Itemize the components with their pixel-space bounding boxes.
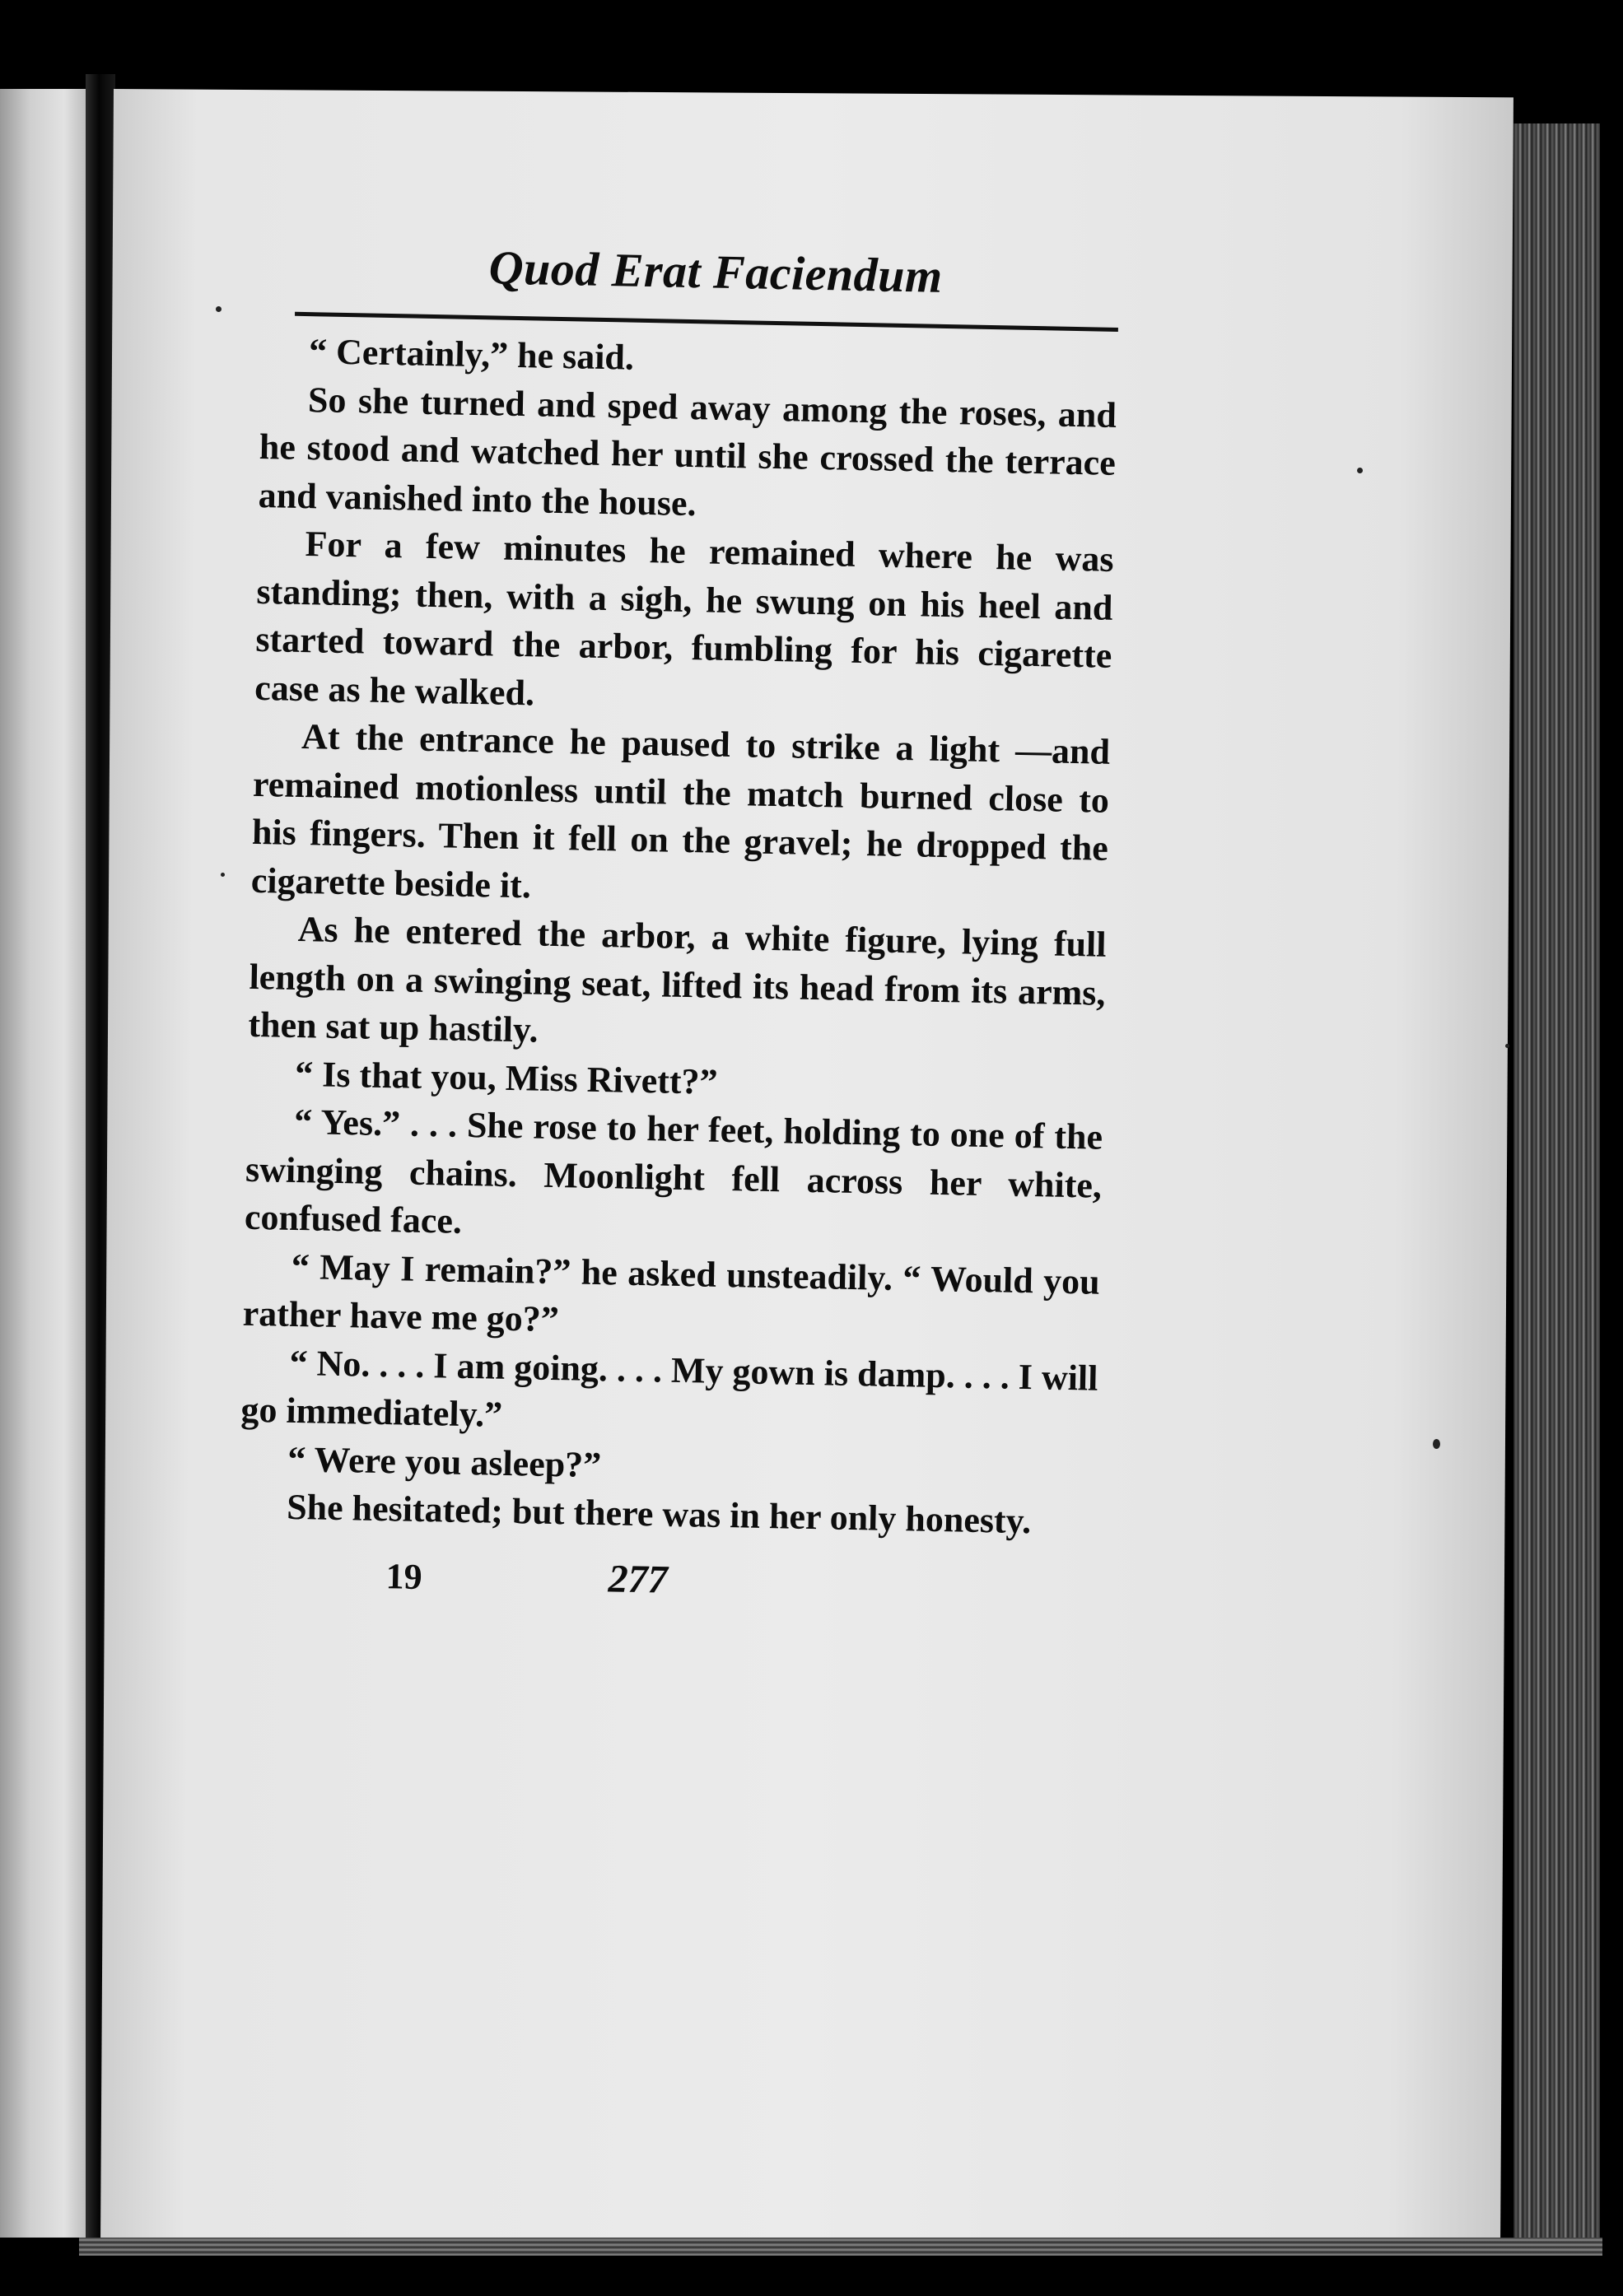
- paragraph: “ Were you asleep?”: [287, 1438, 602, 1485]
- paragraph: For a few minutes he remained where he was standing; then, with a sigh, he swung on his heel and started toward the arbor, fumbling for his cigarette case as he walked.: [254, 524, 1114, 713]
- dust-speck: [216, 306, 222, 312]
- page-number: 277: [608, 1556, 669, 1602]
- signature-mark: 19: [385, 1555, 423, 1597]
- paragraph: “ Certainly,” he said.: [308, 331, 635, 378]
- page-stack-edges: [1513, 123, 1600, 2256]
- paragraph: At the entrance he paused to strike a light —and remained motionless until the match burned close to his fingers. Then it fell on the gravel; he dropped the cigarette beside it.: [250, 716, 1111, 906]
- paragraph: “ No. . . . I am going. . . . My gown is damp. . . . I will go immediately.”: [240, 1342, 1098, 1435]
- dust-speck: [221, 873, 225, 877]
- running-head: Quod Erat Faciendum: [488, 240, 944, 303]
- dust-speck: [1357, 468, 1363, 473]
- paragraph: So she turned and sped away among the roses, and he stood and watched her until she crossed the terrace and vanished into the house.: [258, 379, 1117, 524]
- paragraph: As he entered the arbor, a white figure, lying full length on a swinging seat, lifted its head from its arms, then sat up hastily.: [248, 908, 1108, 1050]
- paragraph: “ Yes.” . . . She rose to her feet, holding to one of the swinging chains. Moonlight fell across her white, confused face.: [244, 1101, 1103, 1241]
- body-text: [239, 327, 1118, 1547]
- page-bottom-edge: [79, 2238, 1602, 2256]
- left-facing-page-edge: [0, 89, 86, 2238]
- header-rule: [295, 312, 1118, 332]
- dust-speck: [1433, 1439, 1440, 1449]
- paragraph: “ Is that you, Miss Rivett?”: [294, 1053, 719, 1102]
- paragraph: She hesitated; but there was in her only honesty.: [286, 1486, 1032, 1542]
- page-text-block: [237, 231, 1120, 1618]
- paragraph: “ May I remain?” he asked unsteadily. “ Would you rather have me go?”: [242, 1246, 1101, 1340]
- dust-speck: [1505, 1044, 1509, 1048]
